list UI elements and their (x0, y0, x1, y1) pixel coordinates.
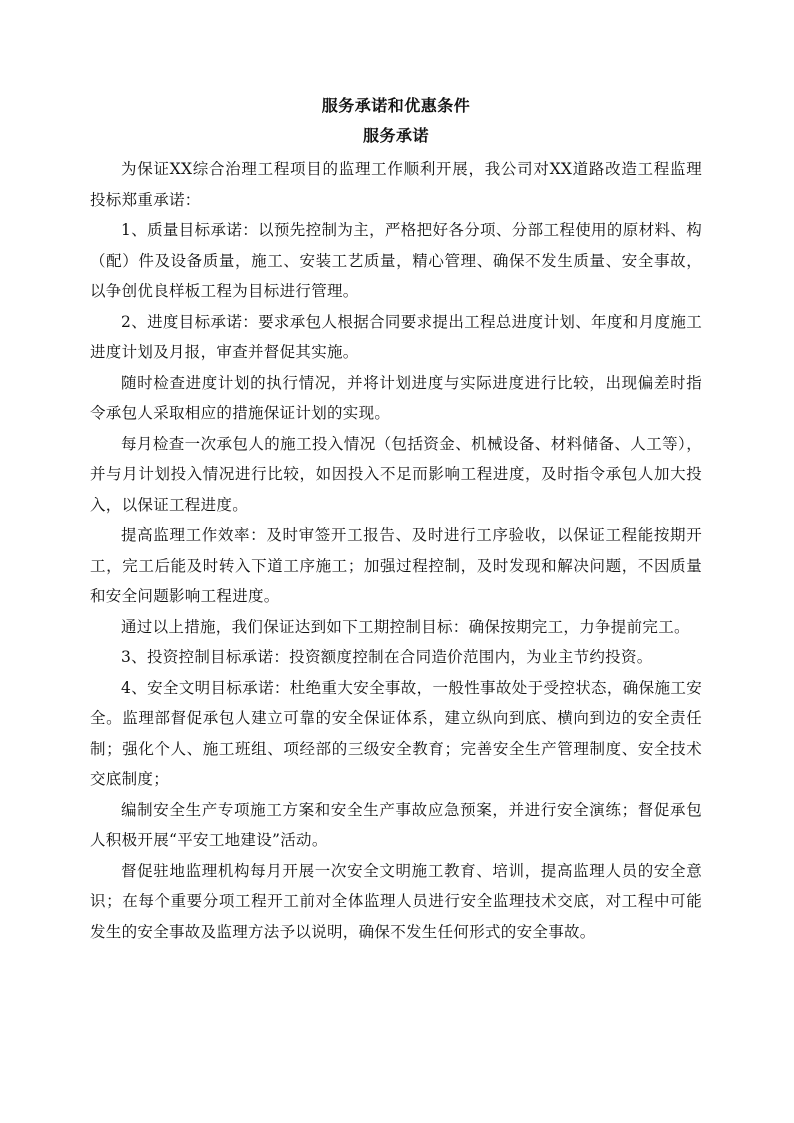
document-body (90, 92, 702, 947)
schedule-goal-paragraph: 通过以上措施，我们保证达到如下工期控制目标：确保按期完工，力争提前完工。 (121, 617, 690, 636)
safety-commitment-paragraph: 4、安全文明目标承诺：杜绝重大安全事故，一般性事故处于受控状态，确保施工安全。监理部督促承包人建立可靠的安全保证体系，建立纵向到底、横向到边的安全责任制；强化个人、施工班组、项经部的三级安全教育；完善安全生产管理制度、安全技术交底制度； (90, 678, 702, 788)
progress-check-paragraph: 随时检查进度计划的执行情况，并将计划进度与实际进度进行比较，出现偏差时指令承包人采取相应的措施保证计划的实现。 (90, 373, 702, 422)
section-heading: 服务承诺 (362, 126, 429, 145)
safety-plan-paragraph: 编制安全生产专项施工方案和安全生产事故应急预案，并进行安全演练；督促承包人积极开展“平安工地建设”活动。 (90, 800, 702, 849)
document-title: 服务承诺和优惠条件 (321, 96, 471, 115)
safety-training-paragraph: 督促驻地监理机构每月开展一次安全文明施工教育、培训，提高监理人员的安全意识；在每个重要分项工程开工前对全体监理人员进行安全监理技术交底，对工程中可能发生的安全事故及监理方法予以说明，确保不发生任何形式的安全事故。 (90, 861, 702, 941)
intro-paragraph: 为保证XX综合治理工程项目的监理工作顺利开展，我公司对XX道路改造工程监理投标郑重承诺： (90, 160, 702, 209)
monthly-input-check-paragraph: 每月检查一次承包人的施工投入情况（包括资金、机械设备、材料储备、人工等），并与月计划投入情况进行比较，如因投入不足而影响工程进度，及时指令承包人加大投入，以保证工程进度。 (90, 434, 702, 514)
schedule-commitment-paragraph: 2、进度目标承诺：要求承包人根据合同要求提出工程总进度计划、年度和月度施工进度计划及月报，审查并督促其实施。 (90, 312, 702, 361)
efficiency-paragraph: 提高监理工作效率：及时审签开工报告、及时进行工序验收，以保证工程能按期开工，完工后能及时转入下道工序施工；加强过程控制，及时发现和解决问题，不因质量和安全问题影响工程进度。 (90, 526, 702, 605)
investment-commitment-paragraph: 3、投资控制目标承诺：投资额度控制在合同造价范围内，为业主节约投资。 (121, 648, 653, 666)
quality-commitment-paragraph: 1、质量目标承诺：以预先控制为主，严格把好各分项、分部工程使用的原材料、构（配）件及设备质量，施工、安装工艺质量，精心管理、确保不发生质量、安全事故，以争创优良样板工程为目标进行管理。 (90, 221, 702, 300)
